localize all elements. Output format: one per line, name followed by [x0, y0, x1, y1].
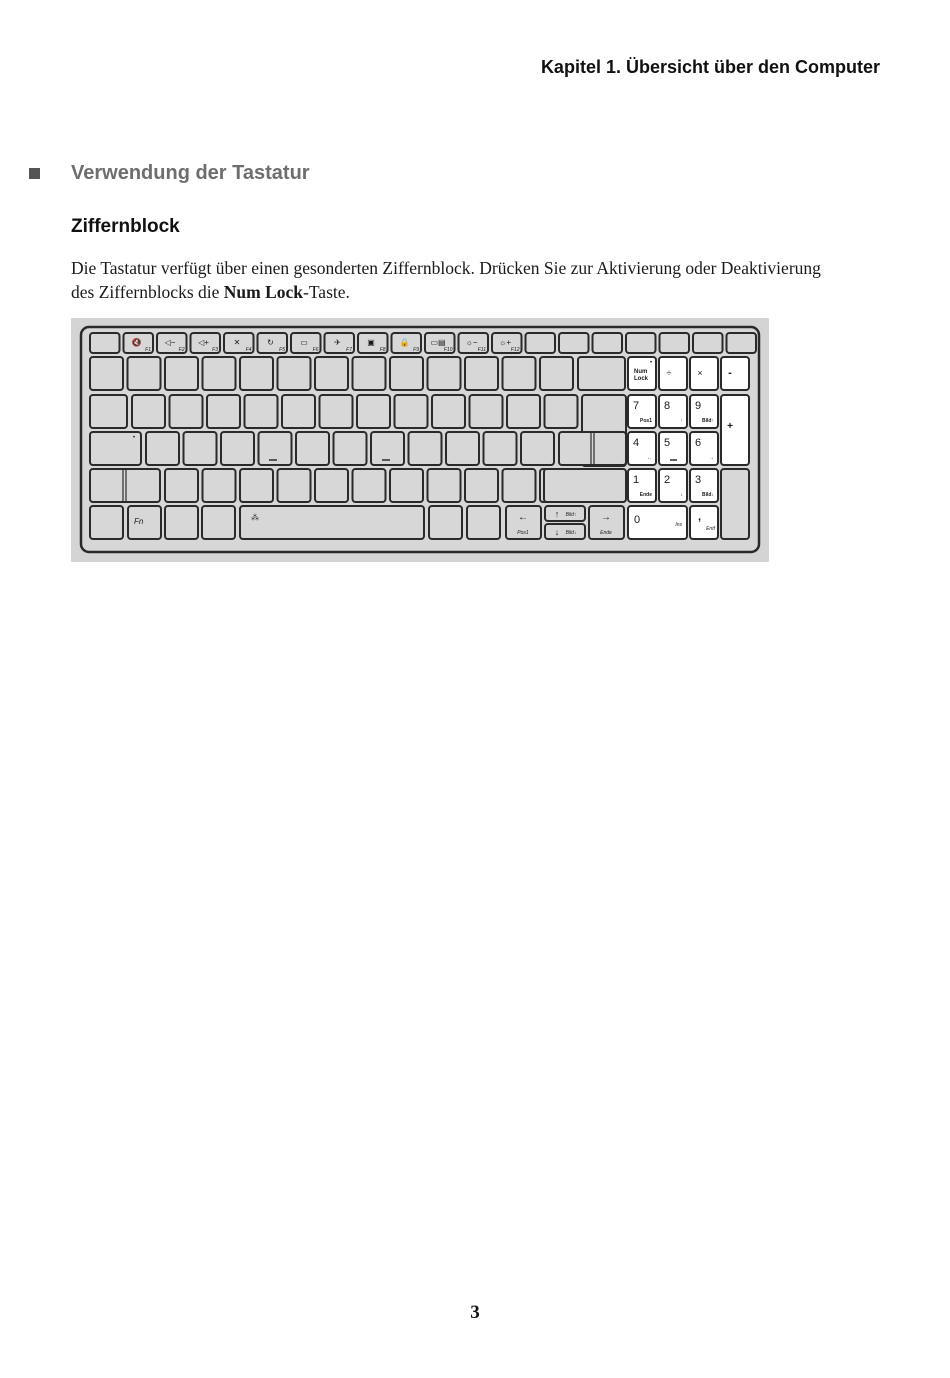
numpad-multiply-key — [690, 357, 718, 390]
function-key-symbol: ☼+ — [498, 338, 512, 347]
function-key-symbol: ✈ — [334, 338, 341, 347]
number-row-key — [353, 357, 386, 390]
function-key-label: F8 — [379, 347, 386, 353]
function-key — [526, 333, 556, 353]
arrow-left-label: Pos1 — [517, 530, 529, 536]
numpad-7-key-main: 7 — [633, 400, 640, 412]
function-key-label: F11 — [477, 347, 486, 353]
numpad-4-key-main: 4 — [633, 437, 640, 449]
letter-key — [320, 395, 353, 428]
number-row-key — [240, 357, 273, 390]
numpad-0-sub: Ins — [675, 522, 682, 528]
num-lock-indicator: • — [649, 360, 653, 366]
letter-key — [132, 395, 165, 428]
numpad-comma-key — [690, 506, 718, 539]
letter-key — [521, 432, 554, 465]
letter-key — [245, 395, 278, 428]
arrow-right-symbol: → — [601, 512, 611, 523]
numpad-2-key-main: 2 — [664, 474, 671, 486]
numpad-6-key-main: 6 — [695, 437, 702, 449]
numpad-7-key-sub: Pos1 — [640, 418, 652, 424]
letter-key — [428, 469, 461, 502]
numpad-6-key-sub: → — [709, 455, 714, 461]
alt-gr-key — [429, 506, 462, 539]
number-row-key — [503, 357, 536, 390]
alt-key — [202, 506, 235, 539]
numpad-8-key-sub: ↑ — [680, 418, 683, 424]
function-key — [727, 333, 757, 353]
ctrl-right-key — [467, 506, 500, 539]
numpad-comma-sub: Entf — [706, 526, 715, 532]
letter-key — [484, 432, 517, 465]
section-bullet — [29, 168, 40, 179]
caps-lock-indicator: • — [132, 435, 136, 441]
num-lock-label: Lock — [634, 376, 649, 382]
fn-key-label: Fn — [134, 517, 144, 526]
function-key-symbol: ✕ — [233, 338, 241, 347]
paragraph-text-2: -Taste. — [303, 282, 350, 302]
function-key-symbol: ☼− — [465, 338, 478, 347]
letter-key — [390, 469, 423, 502]
num-lock-label: Num — [634, 369, 648, 375]
numpad-minus-label: - — [728, 367, 732, 379]
function-key-symbol: ▭▤ — [430, 338, 446, 347]
spacebar-key — [240, 506, 424, 539]
letter-key — [357, 395, 390, 428]
letter-key — [146, 432, 179, 465]
numpad-1-key-sub: Ende — [639, 492, 652, 498]
letter-key — [282, 395, 315, 428]
numpad-5-key-main: 5 — [664, 437, 671, 449]
letter-key — [507, 395, 540, 428]
numpad-enter-key — [721, 469, 749, 539]
shift-right-key — [544, 469, 626, 502]
letter-key — [221, 432, 254, 465]
section-title: Verwendung der Tastatur — [71, 162, 310, 184]
shift-left-key — [90, 469, 160, 502]
number-row-key — [465, 357, 498, 390]
letter-key — [240, 469, 273, 502]
letter-key — [278, 469, 311, 502]
num-lock-key-name: Num Lock — [223, 282, 304, 302]
numpad-comma-main: , — [698, 511, 702, 523]
fn-key — [128, 506, 161, 539]
letter-key — [353, 469, 386, 502]
keyboard-illustration — [71, 318, 769, 562]
function-key-symbol: 🔇 — [131, 338, 142, 347]
body-paragraph — [71, 256, 831, 304]
function-key-symbol: 🔒 — [399, 338, 410, 347]
numpad-9-key-sub: Bild↑ — [702, 418, 714, 424]
number-row-key — [315, 357, 348, 390]
numpad-3-key-sub: Bild↓ — [702, 492, 714, 498]
number-row-key — [428, 357, 461, 390]
function-key-label: F10 — [443, 347, 453, 353]
numpad-plus-key — [721, 395, 749, 465]
numpad-4-key-sub: ← — [647, 455, 652, 461]
letter-key — [470, 395, 503, 428]
function-key — [559, 333, 589, 353]
letter-key — [409, 432, 442, 465]
function-key-symbol: ▭ — [300, 338, 308, 347]
letter-key — [395, 395, 428, 428]
enter-key-lower — [559, 432, 626, 465]
function-key — [693, 333, 723, 353]
letter-key — [545, 395, 578, 428]
number-row-key — [390, 357, 423, 390]
function-key-label: F4 — [245, 347, 252, 353]
arrow-down-label: Bild↓ — [565, 530, 577, 536]
numpad-9-key-main: 9 — [695, 400, 702, 412]
arrow-left-symbol: ← — [518, 512, 528, 523]
letter-key — [465, 469, 498, 502]
function-key-symbol: ◁− — [164, 338, 176, 347]
number-row-key — [203, 357, 236, 390]
function-key — [90, 333, 120, 353]
letter-key — [432, 395, 465, 428]
numpad-minus-key — [721, 357, 749, 390]
number-row-key — [165, 357, 198, 390]
letter-key — [165, 469, 198, 502]
windows-key — [165, 506, 198, 539]
tab-key — [90, 395, 127, 428]
letter-key — [503, 469, 536, 502]
letter-key — [184, 432, 217, 465]
function-key — [593, 333, 623, 353]
function-key-symbol: ◁+ — [198, 338, 209, 347]
function-key-label: F7 — [346, 347, 352, 353]
letter-key — [170, 395, 203, 428]
function-key-label: F9 — [413, 347, 419, 353]
number-row-key — [278, 357, 311, 390]
arrow-up-symbol: ↑ — [554, 509, 560, 519]
backlight-icon: ⁂ — [251, 513, 259, 522]
function-key-label: F5 — [279, 347, 285, 353]
arrow-right-label: Ende — [600, 530, 612, 536]
paragraph-text-1: Die Tastatur verfügt über einen gesonderten Ziffernblock. Drücken Sie zur Aktivierung oder Deaktivierung des Ziffernblocks die — [71, 258, 821, 302]
letter-key — [446, 432, 479, 465]
page-number: 3 — [470, 1302, 480, 1323]
numpad-8-key-main: 8 — [664, 400, 671, 412]
keyboard-svg — [71, 318, 769, 562]
numpad-multiply-label: × — [697, 368, 703, 378]
function-key-label: F2 — [178, 347, 185, 353]
number-row-key — [90, 357, 123, 390]
letter-key — [315, 469, 348, 502]
subsection-title: Ziffernblock — [71, 216, 180, 237]
function-key-label: F1 — [145, 347, 151, 353]
number-row-key — [540, 357, 573, 390]
function-key — [660, 333, 690, 353]
numpad-divide-key — [659, 357, 687, 390]
number-row-key — [128, 357, 161, 390]
letter-key — [203, 469, 236, 502]
backspace-key — [578, 357, 625, 390]
numpad-2-key-sub: ↓ — [680, 492, 683, 498]
function-key-symbol: ↻ — [267, 338, 274, 347]
numpad-1-key-main: 1 — [633, 474, 640, 486]
function-key-label: F12 — [510, 347, 520, 353]
function-key-label: F3 — [212, 347, 218, 353]
numpad-plus-label: + — [727, 421, 733, 432]
function-key-label: F6 — [312, 347, 319, 353]
numpad-3-key-main: 3 — [695, 474, 702, 486]
numpad-0-main: 0 — [634, 514, 641, 526]
chapter-header: Kapitel 1. Übersicht über den Computer — [540, 57, 880, 77]
arrow-down-symbol: ↓ — [554, 527, 560, 537]
ctrl-key — [90, 506, 123, 539]
letter-key — [207, 395, 240, 428]
function-key-symbol: ▣ — [367, 338, 375, 347]
arrow-up-label: Bild↑ — [565, 512, 577, 518]
numpad-divide-label: ÷ — [666, 368, 672, 378]
letter-key — [296, 432, 329, 465]
letter-key — [334, 432, 367, 465]
function-key — [626, 333, 656, 353]
